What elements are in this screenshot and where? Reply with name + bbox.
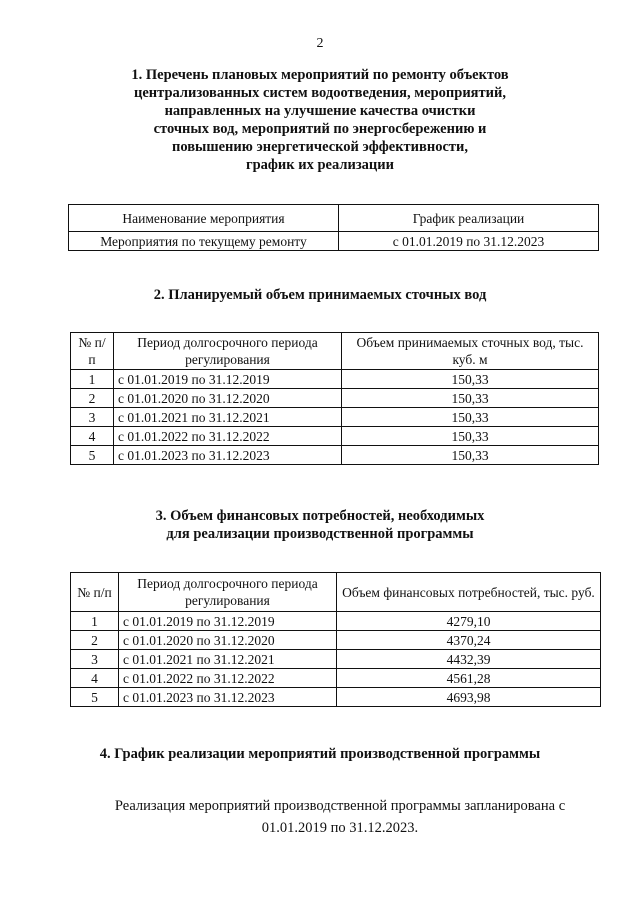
period-cell: с 01.01.2021 по 31.12.2021 bbox=[114, 408, 342, 427]
amount-cell: 4693,98 bbox=[337, 688, 601, 707]
row-number-cell: 3 bbox=[71, 408, 114, 427]
section-1-title bbox=[0, 66, 640, 174]
section-2-title: 2. Планируемый объем принимаемых сточных вод bbox=[153, 287, 487, 303]
row-number-cell: 4 bbox=[71, 669, 119, 688]
table-row bbox=[71, 370, 599, 389]
table-row bbox=[71, 688, 601, 707]
volume-cell: 150,33 bbox=[342, 389, 599, 408]
period-cell: с 01.01.2022 по 31.12.2022 bbox=[119, 669, 337, 688]
table-row bbox=[69, 232, 599, 251]
period-cell: с 01.01.2022 по 31.12.2022 bbox=[114, 427, 342, 446]
column-header: Объем принимаемых сточных вод, тыс. куб. м bbox=[342, 333, 599, 370]
section-1-title-line: сточных вод, мероприятий по энергосбережению и bbox=[153, 121, 487, 137]
table-row bbox=[71, 669, 601, 688]
volume-cell: 150,33 bbox=[342, 446, 599, 465]
row-number-cell: 2 bbox=[71, 631, 119, 650]
volume-cell: 150,33 bbox=[342, 427, 599, 446]
section-1-title-line: повышению энергетической эффективности, bbox=[171, 139, 469, 155]
table-header-row bbox=[71, 333, 599, 370]
volume-cell: 150,33 bbox=[342, 408, 599, 427]
section-4-title: 4. График реализации мероприятий производственной программы bbox=[99, 746, 541, 762]
schedule-cell: с 01.01.2019 по 31.12.2023 bbox=[339, 232, 599, 251]
column-header: График реализации bbox=[339, 205, 599, 232]
period-cell: с 01.01.2019 по 31.12.2019 bbox=[114, 370, 342, 389]
page-number: 2 bbox=[316, 36, 324, 51]
table-row bbox=[71, 612, 601, 631]
column-header: № п/п bbox=[71, 333, 114, 370]
volume-cell: 150,33 bbox=[342, 370, 599, 389]
column-header: Период долгосрочного периода регулирования bbox=[119, 573, 337, 612]
row-number-cell: 4 bbox=[71, 427, 114, 446]
amount-cell: 4279,10 bbox=[337, 612, 601, 631]
table-row bbox=[71, 631, 601, 650]
row-number-cell: 3 bbox=[71, 650, 119, 669]
amount-cell: 4561,28 bbox=[337, 669, 601, 688]
wastewater-volume-table bbox=[70, 332, 599, 465]
row-number-cell: 5 bbox=[71, 446, 114, 465]
section-4-text: Реализация мероприятий производственной программы запланирована с 01.01.2019 по 31.12.2023. bbox=[114, 798, 566, 836]
measures-table bbox=[68, 204, 599, 251]
table-row bbox=[71, 389, 599, 408]
amount-cell: 4370,24 bbox=[337, 631, 601, 650]
section-3-title bbox=[0, 507, 640, 543]
table-row bbox=[71, 446, 599, 465]
period-cell: с 01.01.2019 по 31.12.2019 bbox=[119, 612, 337, 631]
section-3-title-line: 3. Объем финансовых потребностей, необходимых bbox=[155, 508, 485, 524]
row-number-cell: 2 bbox=[71, 389, 114, 408]
row-number-cell: 1 bbox=[71, 370, 114, 389]
financial-needs-table bbox=[70, 572, 601, 707]
table-row bbox=[71, 408, 599, 427]
table-row bbox=[71, 427, 599, 446]
table-header-row bbox=[69, 205, 599, 232]
table-row bbox=[71, 650, 601, 669]
period-cell: с 01.01.2020 по 31.12.2020 bbox=[119, 631, 337, 650]
section-1-title-line: направленных на улучшение качества очистки bbox=[164, 103, 476, 119]
section-3-title-line: для реализации производственной программы bbox=[166, 526, 474, 542]
measure-name-cell: Мероприятия по текущему ремонту bbox=[69, 232, 339, 251]
section-1-title-line: централизованных систем водоотведения, мероприятий, bbox=[134, 85, 506, 101]
period-cell: с 01.01.2023 по 31.12.2023 bbox=[119, 688, 337, 707]
table-header-row bbox=[71, 573, 601, 612]
column-header: № п/п bbox=[71, 573, 119, 612]
amount-cell: 4432,39 bbox=[337, 650, 601, 669]
column-header: Объем финансовых потребностей, тыс. руб. bbox=[337, 573, 601, 612]
row-number-cell: 5 bbox=[71, 688, 119, 707]
column-header: Период долгосрочного периода регулирования bbox=[114, 333, 342, 370]
section-1-title-line: график их реализации bbox=[245, 157, 394, 173]
period-cell: с 01.01.2021 по 31.12.2021 bbox=[119, 650, 337, 669]
section-1-title-line: 1. Перечень плановых мероприятий по ремонту объектов bbox=[131, 67, 509, 83]
column-header: Наименование мероприятия bbox=[69, 205, 339, 232]
row-number-cell: 1 bbox=[71, 612, 119, 631]
period-cell: с 01.01.2023 по 31.12.2023 bbox=[114, 446, 342, 465]
period-cell: с 01.01.2020 по 31.12.2020 bbox=[114, 389, 342, 408]
